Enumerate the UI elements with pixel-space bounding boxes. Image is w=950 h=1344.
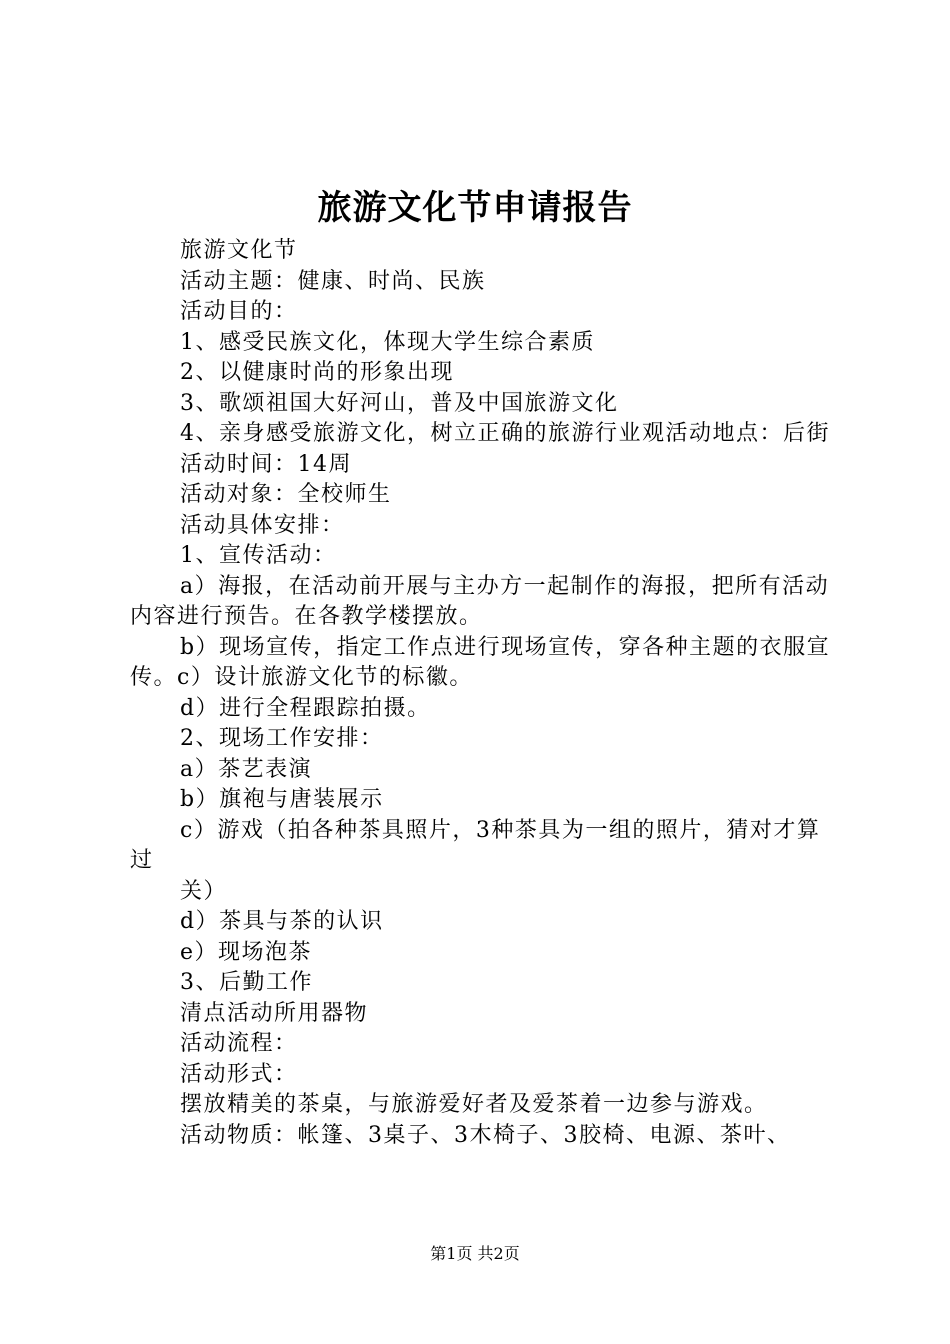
paragraph: 2、现场工作安排： (180, 726, 384, 751)
paragraph: b）旗袍与唐装展示 (180, 787, 384, 812)
paragraph: 4、亲身感受旅游文化，树立正确的旅游行业观活动地点：后街 (180, 421, 830, 446)
paragraph: 清点活动所用器物 (180, 1000, 369, 1026)
paragraph: 关） (180, 878, 228, 904)
paragraph: 活动目的： (180, 299, 298, 324)
document-title: 旅游文化节申请报告 (317, 188, 633, 228)
paragraph: 1、感受民族文化，体现大学生综合素质 (180, 329, 595, 355)
paragraph: 活动对象：全校师生 (180, 482, 392, 507)
paragraph: 活动流程： (180, 1031, 298, 1056)
paragraph: d）茶具与茶的认识 (180, 909, 384, 934)
page-footer: 第1页 共2页 (430, 1244, 520, 1263)
paragraph: e）现场泡茶 (180, 939, 313, 965)
paragraph: a）茶艺表演 (180, 756, 313, 782)
paragraph: 活动时间：14周 (180, 451, 352, 477)
paragraph: 摆放精美的茶桌，与旅游爱好者及爱茶着一边参与游戏。 (180, 1092, 768, 1117)
paragraph: 3、歌颂祖国大好河山，普及中国旅游文化 (180, 390, 619, 416)
document-body (130, 236, 835, 1151)
paragraph: 活动主题：健康、时尚、民族 (180, 268, 486, 294)
paragraph: 3、后勤工作 (180, 970, 313, 995)
paragraph: 活动形式： (180, 1061, 298, 1087)
paragraph: 2、以健康时尚的形象出现 (180, 360, 454, 385)
paragraph: 1、宣传活动： (180, 543, 337, 568)
paragraph: c）游戏（拍各种茶具照片，3种茶具为一组的照片，猜对才算过 (130, 817, 821, 873)
paragraph: 旅游文化节 (180, 238, 298, 263)
paragraph: d）进行全程跟踪拍摄。 (180, 695, 431, 721)
paragraph: a）海报，在活动前开展与主办方一起制作的海报，把所有活动内容进行预告。在各教学楼摆放。 (130, 573, 830, 629)
paragraph: 活动具体安排： (180, 512, 345, 538)
paragraph: 活动物质：帐篷、3桌子、3木椅子、3胶椅、电源、茶叶、 (180, 1122, 791, 1148)
paragraph: b）现场宣传，指定工作点进行现场宣传，穿各种主题的衣服宣传。c）设计旅游文化节的标徽。 (130, 634, 831, 690)
